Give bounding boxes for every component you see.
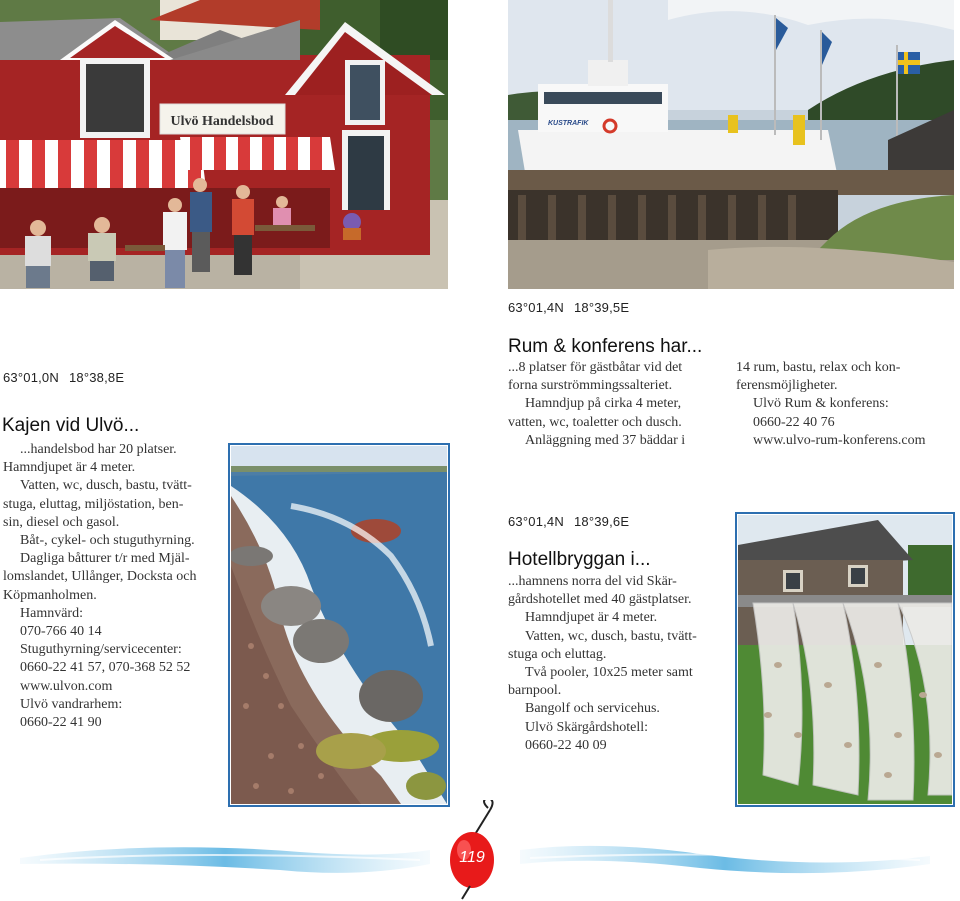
hotell-coord-lat: 63°01,4N bbox=[508, 514, 564, 529]
kajen-line: Vatten, wc, dusch, bastu, tvätt- bbox=[20, 478, 192, 494]
hotell-line: 0660-22 40 09 bbox=[525, 737, 607, 753]
hotell-body bbox=[508, 573, 720, 755]
hotell-line: Ulvö Skärgårdshotell: bbox=[525, 719, 649, 735]
rum-line: ...8 platser för gästbåtar vid det bbox=[508, 360, 683, 375]
photo-shore bbox=[231, 446, 447, 804]
kajen-coordinates bbox=[3, 370, 134, 385]
kajen-line: Dagliga båtturer t/r med Mjäl- bbox=[20, 551, 190, 567]
rum-coord-lon: 18°39,5E bbox=[573, 300, 630, 315]
kajen-coord-lat: 63°01,0N bbox=[3, 370, 59, 385]
rum-line: Anläggning med 37 bäddar i bbox=[525, 432, 686, 448]
hotell-line: gårdshotellet med 40 gästplatser. bbox=[508, 592, 692, 608]
rum-line: Hamndjup på cirka 4 meter, bbox=[525, 396, 682, 412]
kajen-coord-lon: 18°38,8E bbox=[68, 370, 125, 385]
hotell-line: ...hamnens norra del vid Skär- bbox=[508, 574, 677, 589]
kajen-line: Hamnvärd: bbox=[20, 605, 83, 621]
rum-line: 14 rum, bastu, relax och kon- bbox=[736, 360, 901, 375]
rum-coordinates bbox=[508, 300, 639, 315]
kajen-line: Ulvö vandrarhem: bbox=[20, 696, 123, 712]
hotell-coord-lon: 18°39,6E bbox=[573, 514, 630, 529]
hotell-line: Två pooler, 10x25 meter samt bbox=[525, 665, 693, 681]
rum-line: ferensmöjligheter. bbox=[736, 378, 838, 394]
kajen-line: Båt-, cykel- och stuguthyrning. bbox=[20, 533, 195, 549]
hotell-line: Hamndjupet är 4 meter. bbox=[525, 610, 658, 626]
kajen-line: Stuguthyrning/servicecenter: bbox=[20, 642, 182, 658]
hotell-line: Bangolf och servicehus. bbox=[525, 701, 660, 717]
photo-hotel bbox=[738, 515, 952, 804]
rum-link[interactable]: www.ulvo-rum-konferens.com bbox=[753, 432, 926, 448]
rum-line: Ulvö Rum & konferens: bbox=[753, 396, 889, 412]
kajen-line: lomslandet, Ullånger, Docksta och bbox=[3, 569, 197, 585]
rum-line: vatten, wc, toaletter och dusch. bbox=[508, 414, 682, 430]
ship-label: KUSTRAFIK bbox=[548, 120, 589, 127]
hotell-line: barnpool. bbox=[508, 683, 562, 699]
shop-sign-text: Ulvö Handelsbod bbox=[170, 114, 274, 129]
kajen-line: sin, diesel och gasol. bbox=[3, 514, 120, 530]
rum-body-col1 bbox=[508, 359, 720, 450]
rum-body-col2 bbox=[736, 359, 958, 450]
hotell-line: Vatten, wc, dusch, bastu, tvätt- bbox=[525, 628, 697, 644]
hotell-title: Hotellbryggan i... bbox=[508, 549, 651, 570]
kajen-line: ...handelsbod har 20 platser. bbox=[20, 442, 177, 457]
rum-line: 0660-22 40 76 bbox=[753, 414, 835, 430]
kajen-line: 0660-22 41 90 bbox=[20, 715, 102, 731]
rum-title: Rum & konferens har... bbox=[508, 336, 703, 357]
kajen-line: Köpmanholmen. bbox=[3, 587, 97, 603]
rum-coord-lat: 63°01,4N bbox=[508, 300, 564, 315]
kajen-link[interactable]: www.ulvon.com bbox=[20, 678, 113, 694]
hotell-coordinates bbox=[508, 514, 639, 529]
photo-harbor bbox=[508, 0, 954, 289]
kajen-line: stuga, eluttag, miljöstation, ben- bbox=[3, 496, 184, 512]
hotell-line: stuga och eluttag. bbox=[508, 646, 607, 662]
kajen-title: Kajen vid Ulvö... bbox=[2, 415, 140, 436]
photo-handelsbod bbox=[0, 0, 448, 289]
kajen-line: 070-766 40 14 bbox=[20, 624, 102, 640]
page-number: 119 bbox=[459, 849, 485, 866]
rum-line: forna surströmmingssalteriet. bbox=[508, 378, 673, 394]
kajen-line: Hamndjupet är 4 meter. bbox=[3, 460, 136, 476]
kajen-line: 0660-22 41 57, 070-368 52 52 bbox=[20, 660, 191, 676]
kajen-body bbox=[3, 441, 228, 732]
